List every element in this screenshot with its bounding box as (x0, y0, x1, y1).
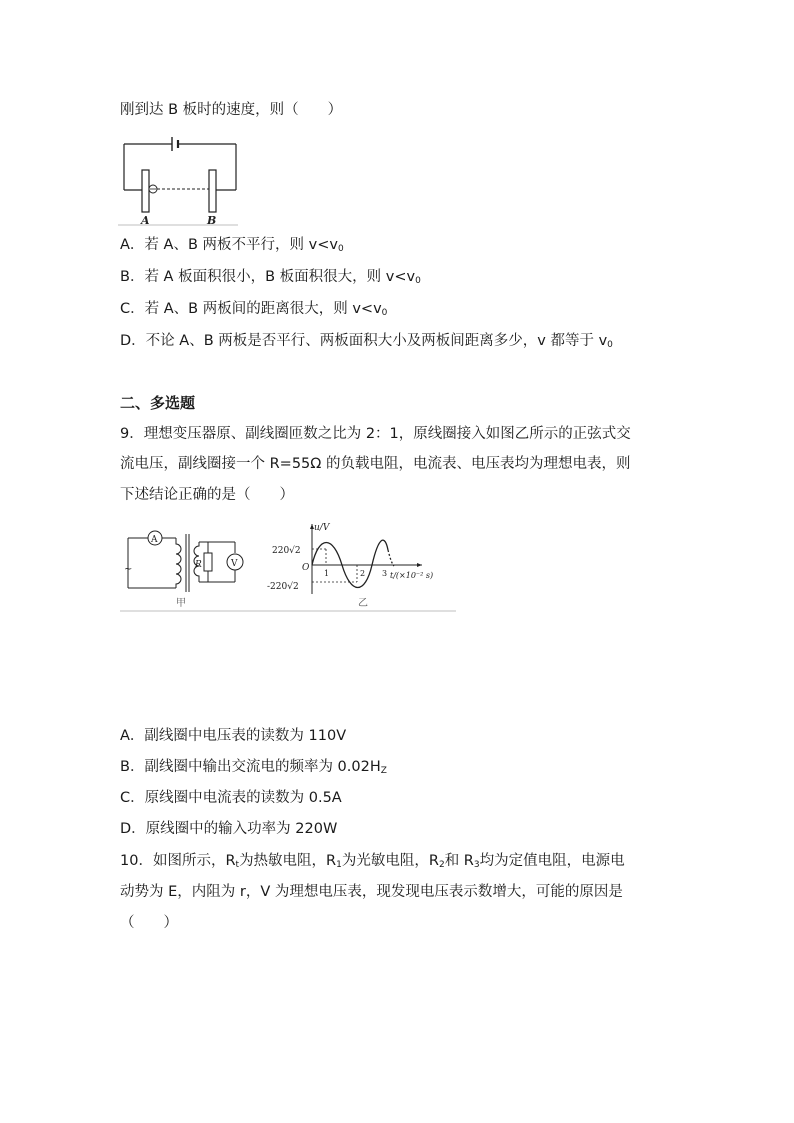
svg-text:2: 2 (360, 569, 366, 578)
q8-option-d: D．不论 A、B 两板是否平行、两板面积大小及两板间距离多少，v 都等于 $v_0$ (120, 333, 613, 350)
q9-line-2: 流电压，副线圈接一个 R=55Ω 的负载电阻，电流表、电压表均为理想电表，则 (120, 456, 631, 472)
svg-text:-220√2: -220√2 (267, 582, 299, 592)
svg-text:t/(×10⁻² s): t/(×10⁻² s) (390, 571, 434, 580)
section-title: 二、多选题 (120, 394, 196, 412)
q9-circuit-figure (120, 520, 460, 615)
q9-option-b: B．副线圈中输出交流电的频率为 $0.02H_Z$ (120, 759, 387, 776)
svg-text:A: A (151, 535, 158, 545)
q10-line-1: 10．如图所示，$R_t$为热敏电阻，$R_1$为光敏电阻，$R_2$和 $R_3$均为定值电阻，电源电 (120, 853, 625, 870)
q10-line-3: （ ） (120, 915, 178, 931)
svg-text:V: V (231, 559, 238, 569)
q9-line-1: 9．理想变压器原、副线圈匝数之比为 2：1，原线圈接入如图乙所示的正弦式交 (120, 426, 631, 442)
plate-b-label: B (207, 214, 217, 227)
caption-yi: 乙 (358, 598, 368, 609)
ac-source-icon: ~ (124, 564, 133, 575)
svg-text:O: O (302, 563, 310, 573)
q8-option-c: C．若 A、B 两板间的距离很大，则 $v<v_0$ (120, 301, 388, 318)
svg-text:R: R (195, 560, 202, 570)
svg-text:220√2: 220√2 (272, 546, 301, 556)
q8-stem-tail: 刚到达 B 板时的速度，则（ ） (120, 102, 343, 118)
q9-option-c: C．原线圈中电流表的读数为 0.5A (120, 790, 342, 806)
q8-option-a: A．若 A、B 两板不平行，则 $v<v_0$ (120, 237, 344, 254)
plate-a-label: A (141, 214, 150, 227)
svg-text:1: 1 (324, 569, 330, 578)
svg-text:3: 3 (382, 569, 388, 578)
resistor-icon (204, 553, 212, 571)
svg-text:u/V: u/V (314, 523, 330, 533)
q9-option-d: D．原线圈中的输入功率为 220W (120, 821, 338, 837)
q8-plates-figure (118, 132, 242, 228)
q8-option-b: B．若 A 板面积很小，B 板面积很大，则 $v<v_0$ (120, 269, 421, 286)
caption-jia: 甲 (176, 598, 186, 609)
q10-line-2: 动势为 E，内阻为 r，V 为理想电压表，现发现电压表示数增大，可能的原因是 (120, 884, 623, 900)
q9-option-a: A．副线圈中电压表的读数为 110V (120, 728, 347, 744)
q9-line-3: 下述结论正确的是（ ） (120, 487, 294, 503)
